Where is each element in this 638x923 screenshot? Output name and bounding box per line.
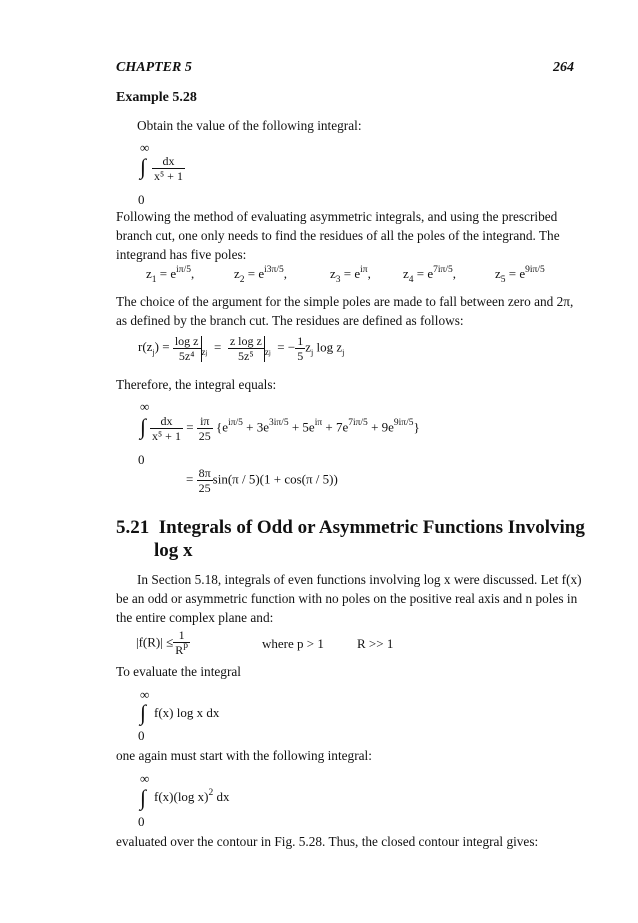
residue-formula: $r(z_j)$ = $\frac{\text{log z}}{\text{5z⁴}}$ $_{zj}$ = $\frac{\text{z log z}}{\text{5z⁵}}$ $_{zj}$ = − $\frac{1}{5}$ $z_j$ $\log z_j$	[138, 334, 345, 363]
section-paragraph-2: To evaluate the integral	[116, 664, 241, 679]
result-line-1: $\frac{dx}{\text{x⁵ + 1}}$ = $\frac{i\pi}{25}$ $\{e^{i\pi/5} + 3e^{3i\pi/5} + 5e^{i\pi} + 7e^{7i\pi/5} + 9e^{9i\pi/5}\}$	[152, 414, 420, 443]
pole-3: $z_3 = e^{i\pi}$,	[330, 265, 371, 285]
residue-fraction2-num: z log z	[229, 334, 262, 348]
result-integrand-den: x⁵ + 1	[152, 429, 181, 443]
integral1-sign: ∫	[140, 154, 147, 179]
residue-fraction1-den: 5z⁴	[178, 349, 195, 363]
example-intro: Obtain the value of the following integral:	[137, 118, 362, 133]
integral1-integrand	[152, 154, 185, 183]
integrand-numerator: dx	[152, 154, 185, 169]
bound-inequality: |f(R)| ≤ $\frac{1}{R^p}$	[136, 628, 189, 657]
bound-condition-2: R >> 1	[357, 636, 394, 651]
result-line2-num: 8π	[198, 466, 211, 480]
integral2-upper-limit: ∞	[140, 399, 150, 414]
result-line2-den: 25	[198, 481, 211, 495]
integral3-sign: ∫	[140, 700, 147, 725]
example-paragraph-3: Therefore, the integral equals:	[116, 377, 277, 392]
result-line2-tail: sin(π / 5)(1 + cos(π / 5))	[212, 471, 338, 487]
example-title: Example 5.28	[116, 90, 197, 105]
bound-condition-1: where p > 1	[262, 636, 324, 651]
section-paragraph-3: one again must start with the following integral:	[116, 748, 372, 763]
residue-fraction2-den: 5z⁵	[238, 349, 254, 363]
example-paragraph-2: The choice of the argument for the simple poles are made to fall between zero and 2π, as defined by the branch cut. The residues are defined as follows:	[116, 294, 574, 328]
result-coef-num: iπ	[197, 414, 213, 429]
page-number: 264	[553, 60, 574, 75]
section-title-line1: Integrals of Odd or Asymmetric Functions Involving	[158, 517, 585, 538]
integral4-lower-limit: 0	[138, 814, 145, 829]
integral4-upper-limit: ∞	[140, 771, 150, 786]
integral2-sign: ∫	[140, 414, 147, 439]
result-line-2: = $\frac{8\pi}{25}$ sin(π / 5)(1 + cos(π / 5))	[186, 466, 338, 495]
residue-fraction1-num: log z	[174, 334, 199, 348]
section-number: 5.21	[116, 517, 150, 538]
integral3-upper-limit: ∞	[140, 687, 150, 702]
example-paragraph-1: Following the method of evaluating asymmetric integrals, and using the prescribed branch cut, one only needs to find the residues of all the poles of the integrand. The integrand has five poles:	[116, 209, 560, 262]
integral4-sign: ∫	[140, 785, 147, 810]
pole-4: $z_4 = e^{7i\pi/5}$,	[403, 265, 456, 285]
section-heading	[116, 517, 586, 539]
pole-2: $z_2 = e^{i3\pi/5}$,	[234, 265, 287, 285]
residue-lhs: $r(z_j)$ =	[138, 339, 170, 358]
pole-5: $z_5 = e^{9i\pi/5}$	[495, 265, 545, 285]
bound-num: 1	[173, 628, 190, 643]
integral3-integrand: f(x) log x dx	[154, 705, 220, 720]
chapter-header: CHAPTER 5	[116, 60, 192, 75]
integral3-lower-limit: 0	[138, 728, 145, 743]
result-coef-den: 25	[198, 429, 211, 443]
result-integrand-num: dx	[150, 414, 183, 429]
integrand-denominator: x⁵ + 1	[154, 169, 183, 183]
section-paragraph-1: In Section 5.18, integrals of even functions involving log x were discussed. Let f(x) be an odd or asymmetric function with no poles on the positive real axis and n poles in the entire complex plane and:	[116, 572, 582, 625]
section-title-line2: log x	[154, 540, 193, 561]
integral2-lower-limit: 0	[138, 452, 145, 467]
pole-1: $z_1 = e^{i\pi/5}$,	[146, 265, 195, 285]
integral1-upper-limit: ∞	[140, 140, 150, 155]
integral1-lower-limit: 0	[138, 192, 145, 207]
integral4-integrand: f(x)(log x)$^2$ dx	[154, 788, 230, 804]
section-paragraph-4: evaluated over the contour in Fig. 5.28. Thus, the closed contour integral gives:	[116, 834, 539, 849]
